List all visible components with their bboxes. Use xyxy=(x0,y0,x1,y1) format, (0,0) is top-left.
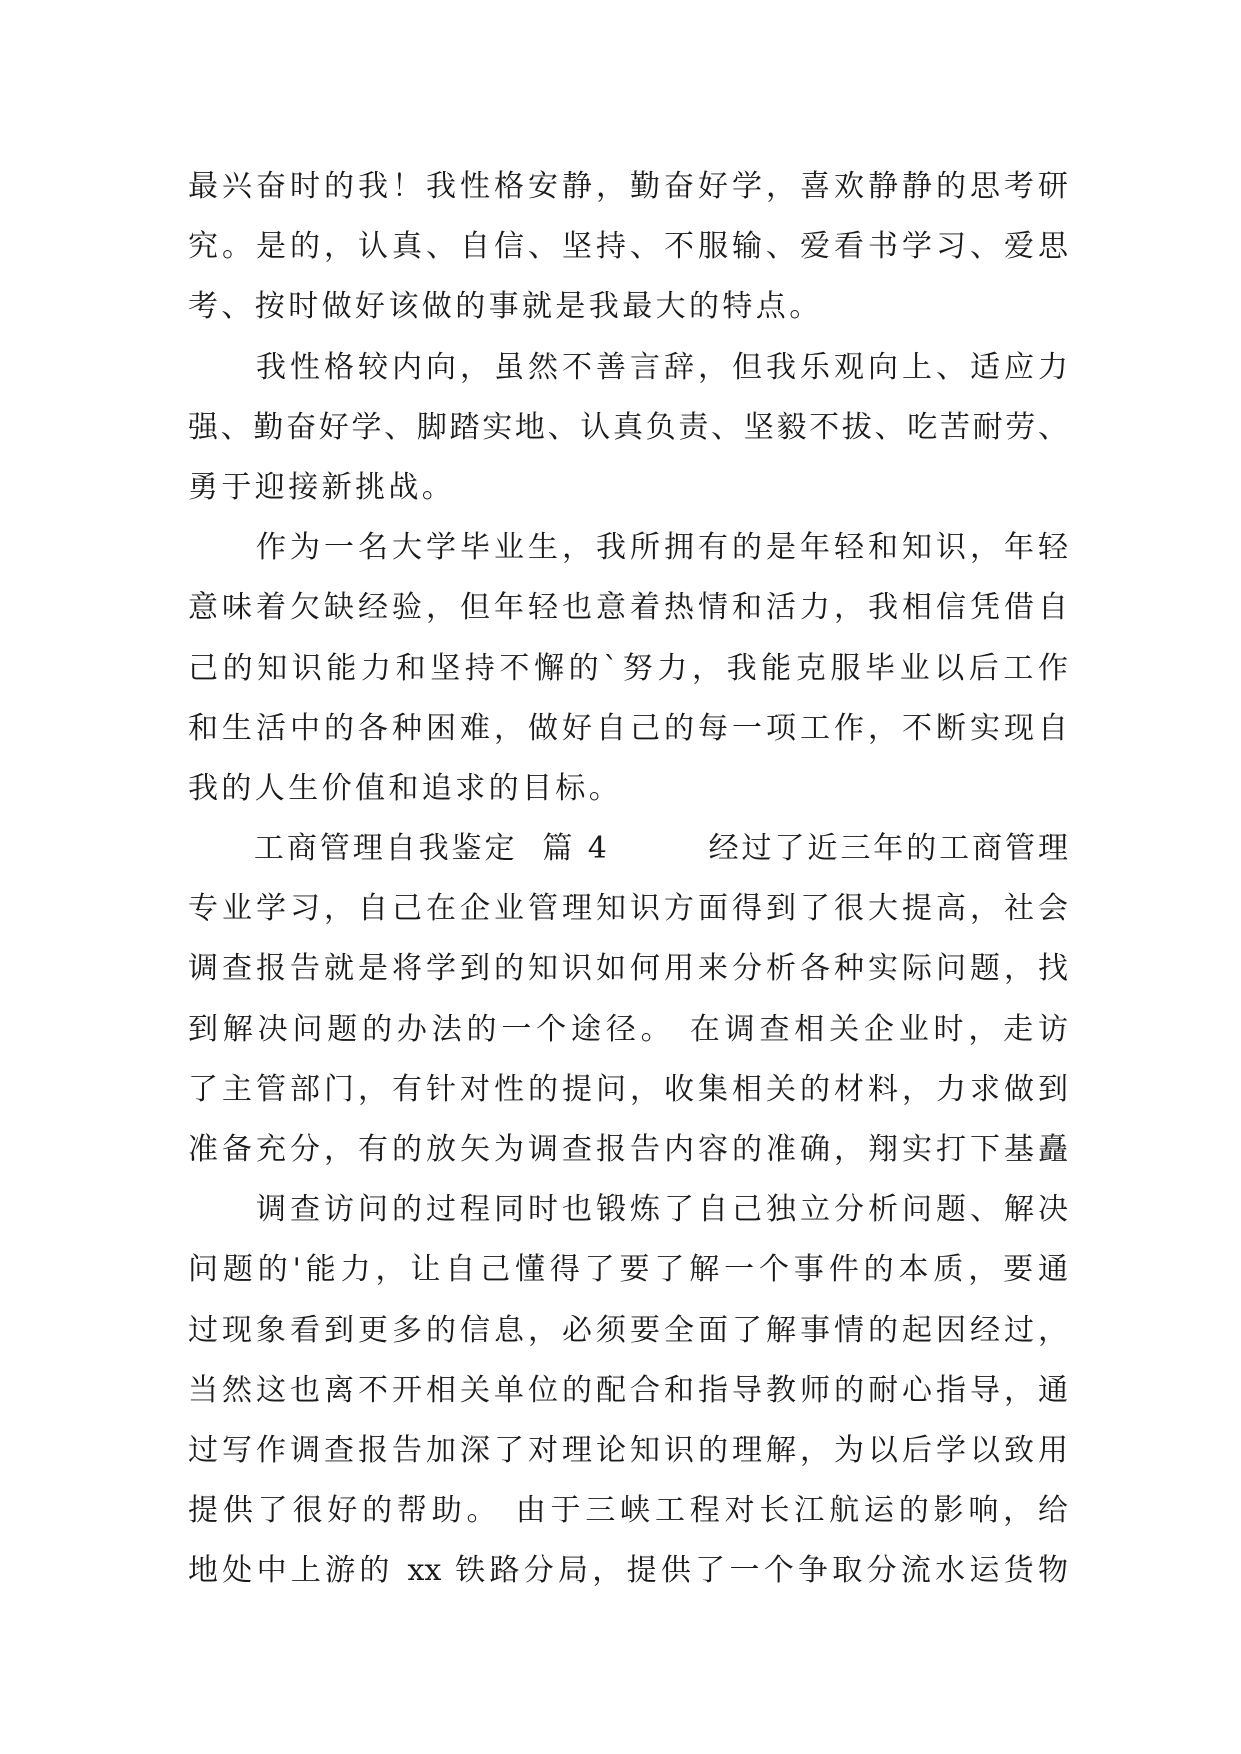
text-line: 当然这也离不开相关单位的配合和指导教师的耐心指导，通 xyxy=(188,1372,1068,1408)
text-line: 意味着欠缺经验，但年轻也意着热情和活力，我相信凭借自 xyxy=(188,590,1068,626)
text-line: 己的知识能力和坚持不懈的`努力，我能克服毕业以后工作 xyxy=(188,650,1068,686)
text-line: 我性格较内向，虽然不善言辞，但我乐观向上、适应力 xyxy=(188,349,1068,385)
text-line: 过现象看到更多的信息，必须要全面了解事情的起因经过， xyxy=(188,1312,1068,1348)
text-line: 到解决问题的办法的一个途径。 在调查相关企业时，走访 xyxy=(188,1011,1068,1047)
text-line: 调查报告就是将学到的知识如何用来分析各种实际问题，找 xyxy=(188,951,1068,987)
text-line: 究。是的，认真、自信、坚持、不服输、爱看书学习、爱思 xyxy=(188,229,1068,265)
text-line: 提供了很好的帮助。 由于三峡工程对长江航运的影响，给 xyxy=(188,1493,1068,1529)
body-text xyxy=(188,157,1068,1602)
text-line: 过写作调查报告加深了对理论知识的理解，为以后学以致用 xyxy=(188,1432,1068,1468)
text-line: 工商管理自我鉴定 篇 4 经过了近三年的工商管理 xyxy=(188,831,1068,867)
text-line: 和生活中的各种困难，做好自己的每一项工作，不断实现自 xyxy=(188,710,1068,746)
text-line: 最兴奋时的我！我性格安静，勤奋好学，喜欢静静的思考研 xyxy=(188,169,1068,204)
text-line: 调查访问的过程同时也锻炼了自己独立分析问题、解决 xyxy=(188,1192,1068,1228)
text-line: 勇于迎接新挑战。 xyxy=(188,469,456,505)
text-line: 专业学习，自己在企业管理知识方面得到了很大提高，社会 xyxy=(188,891,1068,927)
text-line: 问题的'能力，让自己懂得了要了解一个事件的本质，要通 xyxy=(188,1252,1068,1288)
text-line: 作为一名大学毕业生，我所拥有的是年轻和知识，年轻 xyxy=(188,530,1068,566)
text-line: 我的人生价值和追求的目标。 xyxy=(188,770,623,806)
text-line: 考、按时做好该做的事就是我最大的特点。 xyxy=(188,289,823,325)
text-line: 了主管部门，有针对性的提问，收集相关的材料，力求做到 xyxy=(188,1071,1068,1107)
text-line: 强、勤奋好学、脚踏实地、认真负责、坚毅不拔、吃苦耐劳、 xyxy=(188,409,1068,445)
text-line: 准备充分，有的放矢为调查报告内容的准确，翔实打下基矗 xyxy=(188,1132,1068,1167)
text-line: 地处中上游的 xx 铁路分局，提供了一个争取分流水运货物 xyxy=(188,1553,1068,1589)
